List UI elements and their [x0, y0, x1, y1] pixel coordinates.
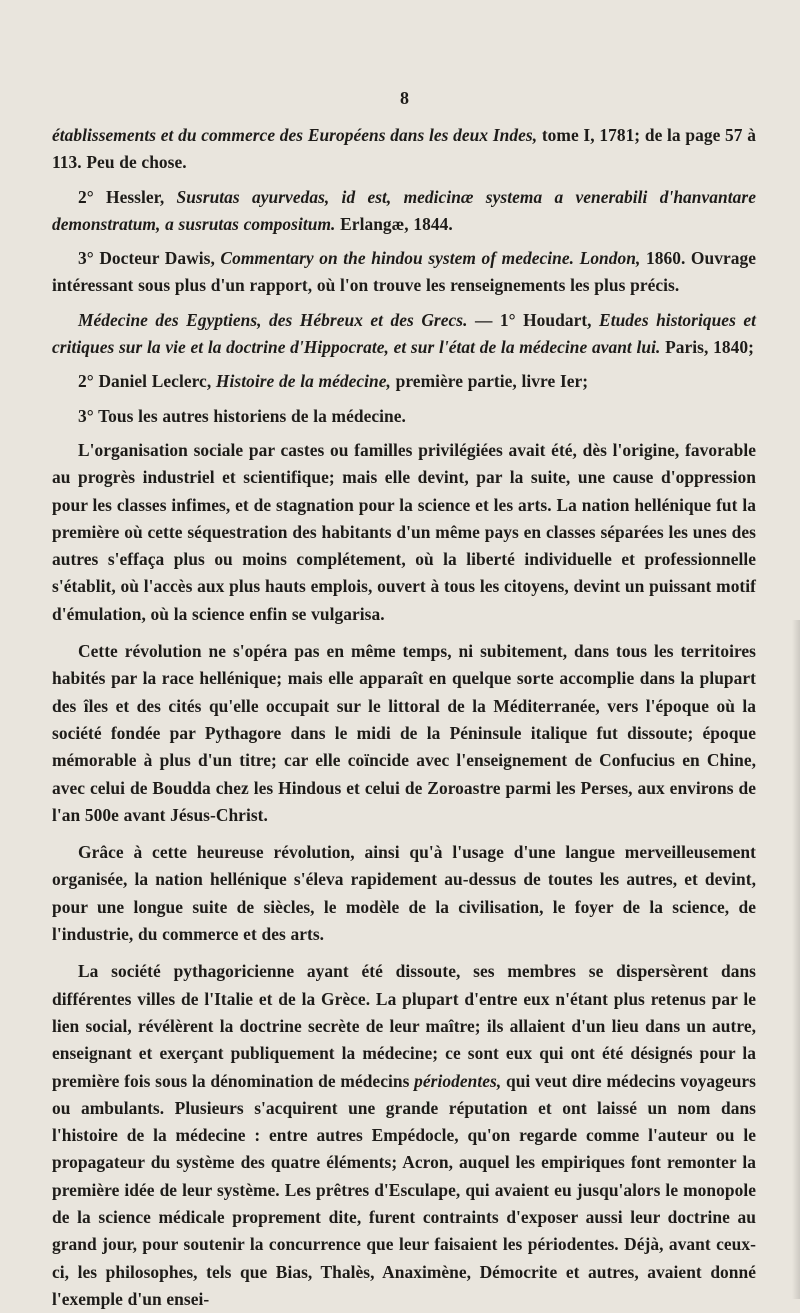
section-heading-medecine-grecs — [52, 307, 756, 362]
entry-text: Erlangæ, 1844. — [335, 213, 453, 234]
entry-text: tome I, 1781; de la page 57 à 113. Peu de chose. — [52, 125, 756, 173]
body-paragraph-organisation-sociale: L'organisation sociale par castes ou familles privilégiées avait été, dès l'origine, favorable au progrès industriel et scientifique; mais elle devint, par la suite, une cause d'oppression pour les classes infimes, et de stagnation pour la science et les arts. La nation hellénique fut la première où cette séquestration des habitants d'un même pays en classes séparées les unes des autres s'effaça plus ou moins complétement, où la liberté individuelle et professionnelle s'établit, où l'accès aux plus hauts emplois, ouvert à tous les citoyens, devint un puissant motif d'émulation, où la science enfin se vulgarisa. — [52, 439, 756, 624]
body-paragraph-grace: Grâce à cette heureuse révolution, ainsi qu'à l'usage d'une langue merveilleusement organisée, la nation hellénique s'éleva rapidement au-dessus de toutes les autres, et devint, pour une longue suite de siècles, le modèle de la civilisation, le foyer de la science, de l'industrie, du commerce et des arts. — [52, 842, 756, 945]
entry-title-italic: Etudes historiques et critiques sur la vie et la doctrine d'Hippocrate, et sur l'état de la médecine avant lui. — [52, 309, 757, 358]
paragraph-text: qui veut dire médecins voyageurs ou ambulants. Plusieurs s'acquirent une grande réputation et ont laissé un nom dans l'histoire de la médecine : entre autres Empédocle, qu'on regarde comme l'auteur ou le propagateur du système des quatre éléments; Acron, auquel les empiriques font remonter la première idée de leur système. Les prêtres d'Esculape, qui avaient eu jusqu'alors le monopole de la science médicale proprement dite, furent contraints d'exposer aussi leur doctrine au grand jour, pour soutenir la concurrence que leur faisaient les périodentes. Déjà, avant ceux-ci, les philosophes, tels que Bias, Thalès, Anaximène, Démocrite et autres, avaient donné l'exemple d'un ensei- — [52, 1070, 756, 1309]
entry-title-italic: Commentary on the hindou system of medecine. London, — [220, 248, 641, 269]
entry-text: 1860. Ouvrage intéressant sous plus d'un rapport, où l'on trouve les renseignements les plus précis. — [52, 248, 756, 296]
bibliography-entry-others: 3° Tous les autres historiens de la médecine. — [78, 405, 406, 426]
bibliography-entry-dawis — [52, 245, 756, 300]
bibliography-entry-leclerc — [52, 368, 756, 395]
section-title-italic: Médecine des Egyptiens, des Hébreux et des Grecs. — [78, 309, 468, 330]
paragraph-text: La société pythagoricienne ayant été dissoute, ses membres se dispersèrent dans différentes villes de l'Italie et de la Grèce. La plupart d'entre eux n'étant plus retenus par le lien social, révélèrent la doctrine secrète de leur maître; ils allaient d'un lieu dans un autre, enseignant et exerçant publiquement la médecine; ce sont eux qui ont été désignés pour la première fois sous la dénomination de médecins — [52, 961, 756, 1091]
page-body — [52, 122, 756, 1313]
entry-author: 2° Hessler, — [78, 186, 177, 207]
scan-edge-shadow — [792, 620, 800, 1299]
entry-author: — 1° Houdart, — [467, 309, 600, 330]
entry-title-italic: Susrutas ayurvedas, id est, medicinæ systema a venerabili d'hanvantare demonstratum, a susrutas compositum. — [52, 186, 756, 234]
bibliography-entry-continued — [52, 122, 756, 177]
entry-title-italic: établissements et du commerce des Européens dans les deux Indes, — [52, 125, 538, 145]
body-paragraph-revolution: Cette révolution ne s'opéra pas en même temps, ni subitement, dans tous les territoires habités par la race hellénique; mais elle apparaît en quelque sorte accomplie dans la plupart des îles et des cités qu'elle occupait sur le littoral de la Méditerranée, vers l'époque où la société fondée par Pythagore dans le midi de la Péninsule italique fut dissoute; époque mémorable à plus d'un titre; car elle coïncide avec l'enseignement de Confucius en Chine, avec celui de Boudda chez les Hindous et celui de Zoroastre parmi les Perses, aux environs de l'an 500e avant Jésus-Christ. — [52, 641, 756, 825]
page-number: 8 — [400, 88, 409, 108]
body-paragraph-societe-pythagoricienne — [52, 958, 756, 1313]
entry-text: première partie, livre Ier; — [390, 371, 589, 392]
entry-author: 2° Daniel Leclerc, — [78, 371, 216, 392]
entry-author: 3° Docteur Dawis, — [78, 248, 221, 269]
entry-title-italic: Histoire de la médecine, — [215, 371, 391, 392]
entry-text: Paris, 1840; — [660, 337, 754, 358]
bibliography-entry-hessler — [52, 184, 756, 239]
term-italic: périodentes, — [414, 1070, 502, 1091]
